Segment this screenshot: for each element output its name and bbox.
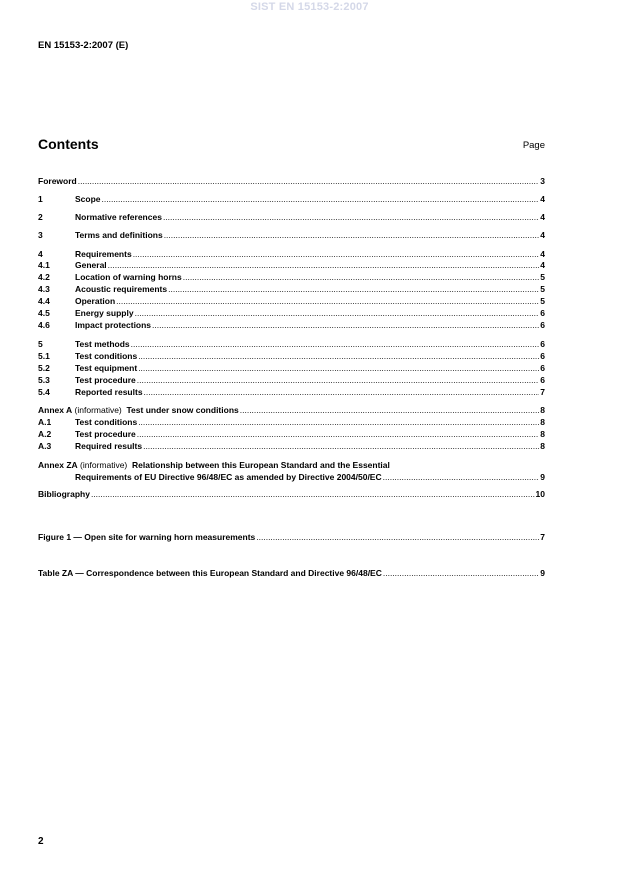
toc-title: Operation (75, 296, 116, 306)
toc-entry-5-1[interactable] (38, 350, 545, 362)
toc-number: A.3 (38, 441, 52, 451)
toc-page: 9 (540, 568, 545, 578)
toc-page: 6 (540, 320, 545, 330)
toc-title: Test conditions (75, 417, 138, 427)
toc-page: 6 (540, 375, 545, 385)
toc-number: 5 (38, 339, 43, 349)
toc-page: 8 (540, 417, 545, 427)
toc-title: Foreword (38, 176, 77, 186)
toc-title: Figure 1 — Open site for warning horn measurements (38, 532, 256, 542)
toc-entry-a-3[interactable] (38, 440, 545, 452)
toc-page: 5 (540, 272, 545, 282)
toc-page: 9 (540, 472, 545, 482)
toc-entry-4-3[interactable] (38, 283, 545, 295)
toc-entry-a-1[interactable] (38, 416, 545, 428)
toc-entry-4-2[interactable] (38, 271, 545, 283)
toc-entry-4-5[interactable] (38, 307, 545, 319)
toc-title: Normative references (75, 212, 162, 222)
toc-title: Terms and definitions (75, 230, 163, 240)
toc-title: Acoustic requirements (75, 284, 168, 294)
toc-entry-table-za[interactable] (38, 567, 545, 579)
toc-entry-4-4[interactable] (38, 295, 545, 307)
toc-entry-5[interactable] (38, 338, 545, 350)
toc-title: Test procedure (75, 429, 136, 439)
toc-number: 5.4 (38, 387, 50, 397)
page-number: 2 (38, 836, 44, 847)
toc-entry-3[interactable] (38, 229, 545, 241)
toc-number: 4.6 (38, 320, 50, 330)
toc-annex-label: Annex ZA (informative) Relationship between this European Standard and the Essential (38, 460, 390, 470)
toc-title: Test methods (75, 339, 130, 349)
toc-title: Test conditions (75, 351, 138, 361)
toc-title: Reported results (75, 387, 143, 397)
toc-page: 8 (540, 429, 545, 439)
toc-title: General (75, 260, 107, 270)
toc-number: 4.4 (38, 296, 50, 306)
toc-page: 8 (540, 405, 545, 415)
toc-number: 5.2 (38, 363, 50, 373)
toc-entry-a-2[interactable] (38, 428, 545, 440)
toc-number: 5.3 (38, 375, 50, 385)
toc-title: Requirements (75, 249, 132, 259)
toc-entry-foreword[interactable] (38, 175, 545, 187)
toc-annex-label: Annex A (informative) Test under snow conditions (38, 405, 239, 415)
toc-entry-2[interactable] (38, 211, 545, 223)
toc-number: 2 (38, 212, 43, 222)
toc-title: Test procedure (75, 375, 136, 385)
toc-entry-5-2[interactable] (38, 362, 545, 374)
toc-page: 3 (540, 176, 545, 186)
toc-number: 4 (38, 249, 43, 259)
toc-page: 4 (540, 249, 545, 259)
toc-page: 10 (535, 489, 545, 499)
toc-title: Required results (75, 441, 143, 451)
toc-page: 4 (540, 260, 545, 270)
toc-entry-5-3[interactable] (38, 374, 545, 386)
toc-title: Test equipment (75, 363, 138, 373)
toc-entry-bibliography[interactable] (38, 488, 545, 500)
toc-entry-5-4[interactable] (38, 386, 545, 398)
toc-number: 4.2 (38, 272, 50, 282)
page-column-label: Page (522, 140, 545, 151)
toc-page: 7 (540, 532, 545, 542)
toc-page: 4 (540, 230, 545, 240)
toc-title: Location of warning horns (75, 272, 182, 282)
toc-entry-annex-a[interactable] (38, 404, 545, 416)
toc-number: 5.1 (38, 351, 50, 361)
toc-page: 4 (540, 212, 545, 222)
toc-page: 5 (540, 284, 545, 294)
toc-title: Table ZA — Correspondence between this European Standard and Directive 96/48/EC (38, 568, 382, 578)
toc-page: 8 (540, 441, 545, 451)
toc-number: 4.5 (38, 308, 50, 318)
toc-entry-4-6[interactable] (38, 319, 545, 331)
watermark: SIST EN 15153-2:2007 (250, 1, 369, 13)
toc-number: A.2 (38, 429, 52, 439)
toc-page: 6 (540, 363, 545, 373)
contents-heading: Contents (38, 136, 99, 152)
toc-page: 4 (540, 194, 545, 204)
toc-title: Energy supply (75, 308, 134, 318)
toc-number: 4.3 (38, 284, 50, 294)
toc-page: 6 (540, 339, 545, 349)
toc-entry-4-1[interactable] (38, 259, 545, 271)
toc-entry-annex-za[interactable] (38, 459, 545, 471)
toc-entry-annex-za-cont[interactable] (75, 471, 545, 483)
toc-title: Impact protections (75, 320, 152, 330)
toc-title: Requirements of EU Directive 96/48/EC as amended by Directive 2004/50/EC (75, 472, 382, 482)
toc-page: 6 (540, 308, 545, 318)
toc-title: Scope (75, 194, 101, 204)
toc-number: A.1 (38, 417, 52, 427)
toc-number: 4.1 (38, 260, 50, 270)
toc-title: Bibliography (38, 489, 90, 499)
toc-page: 6 (540, 351, 545, 361)
toc-page: 5 (540, 296, 545, 306)
toc-number: 1 (38, 194, 43, 204)
toc-entry-figure-1[interactable] (38, 531, 545, 543)
toc-entry-1[interactable] (38, 193, 545, 205)
toc-number: 3 (38, 230, 43, 240)
toc-page: 7 (540, 387, 545, 397)
document-id: EN 15153-2:2007 (E) (38, 40, 129, 51)
